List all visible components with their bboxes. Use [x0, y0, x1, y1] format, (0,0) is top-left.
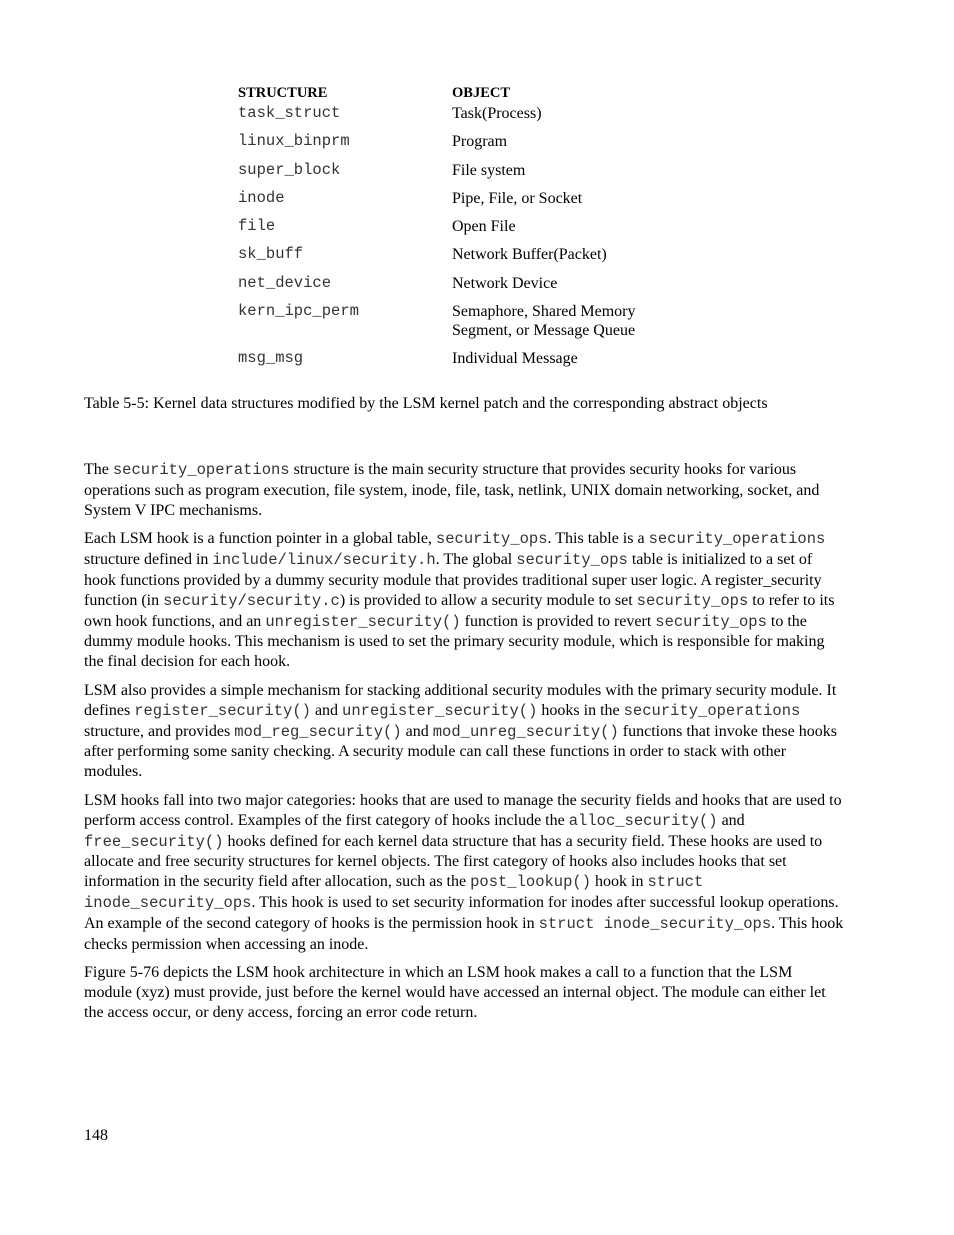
code-term: post_lookup(): [470, 873, 592, 892]
table-row: [238, 189, 698, 217]
text-run: LSM also provides a simple mechanism for stacking additional security modules with the primary security module. It defines: [84, 681, 837, 719]
text-run: . This hook checks permission when accessing an inode.: [84, 914, 844, 953]
text-run: structure defined in: [84, 551, 213, 569]
structure-cell: sk_buff: [238, 245, 304, 264]
table-row: [238, 161, 698, 189]
table-row: [238, 132, 698, 160]
structure-cell: task_struct: [238, 104, 341, 122]
code-term: unregister_security(): [342, 701, 538, 720]
text-run: Each LSM hook is a function pointer in a global table,: [84, 530, 436, 548]
table-header-row: [238, 84, 698, 104]
code-term: mod_reg_security(): [234, 722, 402, 741]
code-term: security_operations: [648, 530, 826, 549]
text-run: functions that invoke these hooks after performing some sanity checking. A security module can call these functions in order to stack with other modules.: [84, 722, 837, 781]
kernel-structures-table: [238, 84, 698, 377]
object-cell: Individual Message: [452, 350, 578, 368]
object-cell: Open File: [452, 218, 516, 236]
structure-cell: kern_ipc_perm: [238, 302, 359, 321]
text-run: The: [84, 461, 113, 478]
code-term: security/security.c: [163, 591, 340, 610]
object-cell: Task(Process): [452, 105, 542, 122]
structure-cell: file: [238, 217, 276, 236]
structure-cell: inode: [238, 188, 285, 207]
structure-cell: msg_msg: [238, 349, 304, 368]
table-caption: Table 5-5: Kernel data structures modified by the LSM kernel patch and the corresponding abstract objects: [84, 395, 768, 412]
code-term: register_security(): [134, 701, 311, 720]
paragraph: [84, 529, 844, 672]
text-run: ) is provided to allow a security module to set: [339, 591, 637, 609]
code-term: alloc_security(): [568, 811, 718, 830]
code-term: struct inode_security_ops: [84, 873, 704, 912]
text-run: hooks defined for each kernel data structure that has a security field. These hooks are used to allocate and free security structures for kernel objects. The first category of hooks also includes hooks that set information in the security field after allocation, such as the: [84, 832, 823, 891]
object-cell-line2: Segment, or Message Queue: [452, 322, 636, 340]
text-run: and: [717, 811, 745, 829]
paragraph: [84, 963, 844, 1022]
text-run: and: [401, 722, 433, 740]
object-cell: Network Device: [452, 274, 558, 292]
paragraph: [84, 791, 844, 954]
table-row: [238, 274, 698, 302]
text-run: . The global: [435, 551, 517, 569]
object-cell-line1: Semaphore, Shared Memory: [452, 303, 636, 321]
code-term: mod_unreg_security(): [432, 722, 619, 741]
text-run: to refer to its own hook functions, and an: [84, 591, 835, 630]
paragraph: [84, 460, 844, 520]
table-row: [238, 104, 698, 132]
paragraph: [84, 681, 844, 782]
text-run: hooks in the: [537, 701, 624, 719]
object-cell: Pipe, File, or Socket: [452, 189, 583, 207]
structure-cell: net_device: [238, 273, 332, 292]
code-term: free_security(): [84, 832, 224, 851]
text-run: hook in: [591, 873, 648, 891]
text-run: . This table is a: [547, 530, 649, 548]
text-run: LSM hooks fall into two major categories: hooks that are used to manage the security fields and hooks that are used to perform access control. Examples of the first category of hooks include the: [84, 791, 842, 829]
structure-cell: super_block: [238, 160, 341, 179]
table-row: [238, 217, 698, 245]
text-run: Figure 5-76 depicts the LSM hook architecture in which an LSM hook makes a call to a function that the LSM module (xyz) must provide, just before the kernel would have accessed an internal object. The module can either let the access occur, or deny access, forcing an error code return.: [84, 964, 826, 1021]
code-term: struct inode_security_ops: [538, 914, 772, 933]
table-row: [238, 302, 698, 349]
text-run: function is provided to revert: [460, 612, 656, 630]
object-cell: [452, 302, 636, 340]
code-term: security_ops: [435, 530, 548, 549]
code-term: unregister_security(): [265, 612, 461, 631]
code-term: security_operations: [112, 461, 290, 479]
page-number: 148: [84, 1127, 108, 1144]
text-run: . This hook is used to set security information for inodes after successful lookup operations. An example of the second category of hooks is the permission hook in: [84, 893, 839, 932]
text-run: to the dummy module hooks. This mechanism is used to set the primary security module, which is responsible for making the final decision for each hook.: [84, 612, 825, 671]
text-run: structure is the main security structure that provides security hooks for various operations such as program execution, file system, inode, file, task, netlink, UNIX domain networking, socket, and System V IPC mechanisms.: [84, 461, 820, 519]
code-term: security_ops: [655, 612, 767, 631]
table-row: [238, 349, 698, 377]
object-cell: Network Buffer(Packet): [452, 246, 607, 264]
text-run: structure, and provides: [84, 722, 235, 740]
code-term: include/linux/security.h: [212, 551, 436, 570]
text-run: and: [310, 701, 343, 719]
body-text: [84, 460, 844, 1032]
object-cell: File system: [452, 161, 526, 179]
code-term: security_ops: [516, 551, 628, 570]
code-term: security_ops: [636, 591, 749, 610]
table-row: [238, 245, 698, 273]
structure-cell: linux_binprm: [238, 132, 350, 151]
header-object: OBJECT: [452, 85, 511, 101]
header-structure: STRUCTURE: [238, 85, 328, 101]
text-run: table is initialized to a set of hook functions provided by a dummy security module that provides traditional super user logic. A register_security function (in: [84, 551, 822, 609]
object-cell: Program: [452, 133, 508, 151]
code-term: security_operations: [623, 701, 801, 720]
